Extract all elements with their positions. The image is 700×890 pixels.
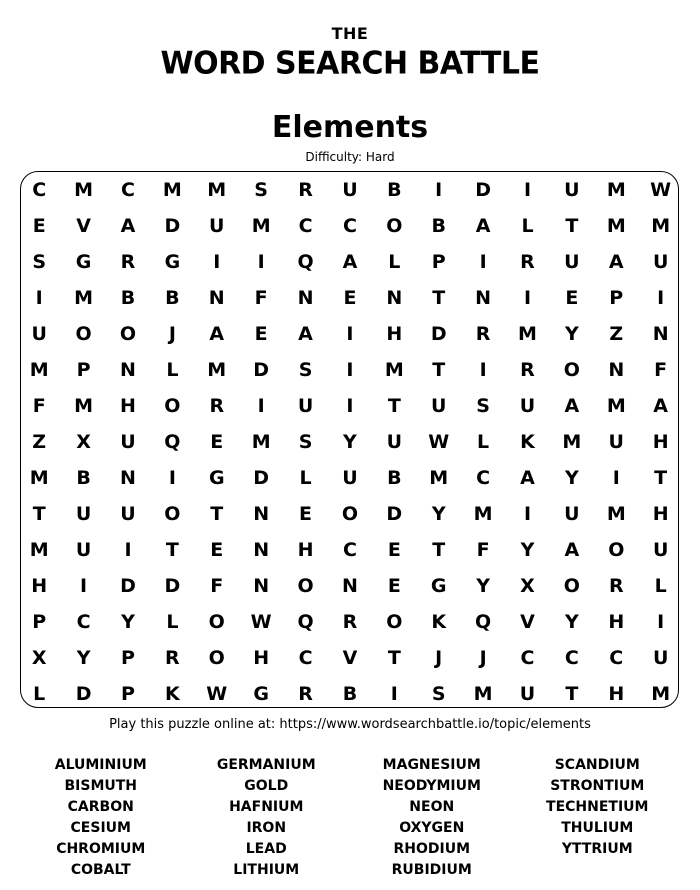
word-item: GERMANIUM [216,757,316,773]
grid-cell[interactable]: Z [609,323,624,345]
grid-cell[interactable]: Y [76,647,91,669]
grid-cell[interactable]: N [208,287,225,309]
grid-cell[interactable]: B [431,215,446,237]
word-item: LITHIUM [233,862,300,878]
difficulty-label: Difficulty: Hard [305,150,395,164]
grid-cell[interactable]: R [165,647,180,669]
grid-cell[interactable]: I [168,467,176,489]
grid-cell[interactable]: O [563,359,580,381]
grid-cell[interactable]: Z [32,431,47,453]
grid-cell[interactable]: A [120,215,136,237]
grid-cell[interactable]: E [343,287,357,309]
grid-cell[interactable]: L [166,359,179,381]
grid-cell[interactable]: Y [565,467,579,489]
grid-cell[interactable]: U [342,467,358,489]
grid-cell[interactable]: B [76,467,91,489]
word-item: STRONTIUM [550,778,645,794]
grid-cell[interactable]: Y [431,503,446,525]
grid-cell[interactable]: H [386,323,403,345]
grid-cell[interactable]: A [342,251,358,273]
grid-cell[interactable]: L [477,431,490,453]
grid-cell[interactable]: T [565,215,579,237]
grid-cell[interactable]: W [650,179,672,201]
grid-cell[interactable]: M [606,215,626,237]
grid-cell[interactable]: F [210,575,224,597]
grid-cell[interactable]: D [430,323,447,345]
grid-cell[interactable]: R [520,359,535,381]
grid-cell[interactable]: P [609,287,624,309]
grid-cell[interactable]: I [213,251,221,273]
grid-cell[interactable]: C [121,179,135,201]
grid-cell[interactable]: H [608,611,625,633]
grid-cell[interactable]: G [208,467,225,489]
grid-cell[interactable]: I [523,287,532,309]
grid-cell[interactable]: X [31,647,47,669]
grid-cell[interactable]: M [606,179,626,201]
grid-cell[interactable]: Y [121,611,135,633]
grid-cell[interactable]: T [432,359,446,381]
grid-cell[interactable]: T [210,503,224,525]
grid-cell[interactable]: U [652,539,669,561]
grid-cell[interactable]: Y [565,323,579,345]
grid-cell[interactable]: P [76,359,91,381]
grid-cell[interactable]: V [520,611,535,633]
grid-cell[interactable]: L [166,611,179,633]
grid-cell[interactable]: H [297,539,314,561]
grid-cell[interactable]: R [608,575,624,597]
play-online-text: Play this puzzle online at: https://www.wordsearchbattle.io/topic/elements [109,717,591,732]
grid-cell[interactable]: J [479,647,487,669]
grid-cell[interactable]: J [168,323,176,345]
grid-cell[interactable]: U [564,251,580,273]
grid-cell[interactable]: R [298,179,313,201]
grid-cell[interactable]: M [162,179,182,201]
grid-cell[interactable]: O [386,611,403,633]
grid-cell[interactable]: C [32,179,47,201]
grid-cell[interactable]: U [652,647,669,669]
grid-cell[interactable]: M [29,467,49,489]
grid-cell[interactable]: D [253,467,270,489]
word-item: ALUMINIUM [54,757,147,773]
grid-cell[interactable]: E [254,323,268,345]
grid-cell[interactable]: T [387,647,401,669]
grid-cell[interactable]: Y [476,575,490,597]
word-item: TECHNETIUM [546,799,649,815]
grid-cell[interactable]: R [342,611,358,633]
grid-cell[interactable]: M [518,323,537,345]
grid-cell[interactable]: O [608,539,625,561]
grid-cell[interactable]: H [608,683,625,705]
grid-cell[interactable]: M [429,467,449,489]
grid-cell[interactable]: O [208,611,225,633]
grid-cell[interactable]: O [119,323,137,345]
grid-cell[interactable]: M [562,431,582,453]
word-item: NEON [409,799,455,815]
grid-cell[interactable]: H [120,395,136,417]
grid-cell[interactable]: E [32,215,46,237]
grid-cell[interactable]: A [564,395,580,417]
puzzle-title: Elements [271,110,429,145]
grid-cell[interactable]: V [342,647,358,669]
word-item: RHODIUM [393,841,471,857]
grid-cell[interactable]: O [75,323,92,345]
grid-cell[interactable]: N [120,467,136,489]
grid-cell[interactable]: M [473,503,493,525]
grid-cell[interactable]: I [257,395,265,417]
grid-cell[interactable]: M [29,359,49,381]
grid-cell[interactable]: I [124,539,132,561]
grid-cell[interactable]: N [297,287,314,309]
grid-cell[interactable]: F [654,359,668,381]
grid-cell[interactable]: P [431,251,446,273]
word-item: LEAD [245,841,287,857]
grid-cell[interactable]: A [209,323,225,345]
grid-cell[interactable]: O [208,647,225,669]
grid-cell[interactable]: N [475,287,492,309]
grid-cell[interactable]: E [387,539,401,561]
grid-cell[interactable]: N [652,323,669,345]
grid-cell[interactable]: Y [343,431,357,453]
grid-cell[interactable]: O [563,575,580,597]
grid-cell[interactable]: I [657,611,665,633]
grid-cell[interactable]: A [298,323,313,345]
grid-cell[interactable]: T [432,539,446,561]
grid-cell[interactable]: N [253,503,270,525]
grid-cell[interactable]: J [435,647,443,669]
grid-cell[interactable]: R [209,395,225,417]
word-column [349,755,515,881]
grid-cell[interactable]: U [31,323,47,345]
grid-cell[interactable]: M [74,179,94,201]
grid-cell[interactable]: U [386,431,403,453]
grid-cell[interactable]: M [207,179,227,201]
grid-cell[interactable]: U [297,395,314,417]
grid-cell[interactable]: I [390,683,398,705]
grid-cell[interactable]: O [164,395,181,417]
word-item: CHROMIUM [56,841,146,857]
grid-cell[interactable]: I [612,467,620,489]
grid-cell[interactable]: U [75,503,92,525]
grid-cell[interactable]: H [652,431,669,453]
grid-cell[interactable]: T [565,683,579,705]
grid-cell[interactable]: F [254,287,268,309]
grid-cell[interactable]: A [564,539,580,561]
grid-cell[interactable]: M [384,359,404,381]
grid-cell[interactable]: W [428,431,450,453]
grid-cell[interactable]: O [164,503,181,525]
word-item: THULIUM [561,820,634,836]
grid-cell[interactable]: H [652,503,669,525]
grid-cell[interactable]: M [74,395,94,417]
grid-cell[interactable]: Y [520,539,535,561]
grid-cell[interactable]: D [75,683,92,705]
grid-cell[interactable]: C [476,467,491,489]
grid-cell[interactable]: U [564,503,580,525]
grid-cell[interactable]: O [386,215,403,237]
grid-cell[interactable]: I [523,179,532,201]
grid-cell[interactable]: D [386,503,403,525]
word-item: NEODYMIUM [382,778,481,794]
grid-cell[interactable]: C [520,647,535,669]
grid-cell[interactable]: C [342,215,357,237]
grid-cell[interactable]: M [473,683,493,705]
word-item: CARBON [67,799,134,815]
grid-cell[interactable]: T [32,503,46,525]
grid-cell[interactable]: H [31,575,48,597]
grid-cell[interactable]: A [608,251,624,273]
grid-cell[interactable]: D [164,575,181,597]
grid-cell[interactable]: N [341,575,358,597]
grid-cell[interactable]: U [75,539,92,561]
grid-cell[interactable]: D [120,575,136,597]
grid-cell[interactable]: M [74,287,94,309]
grid-cell[interactable]: E [299,503,313,525]
word-item: MAGNESIUM [382,757,481,773]
grid-cell[interactable]: L [33,683,46,705]
word-item: IRON [246,820,287,836]
grid-cell[interactable]: M [251,431,271,453]
grid-cell[interactable]: C [76,611,91,633]
grid-cell[interactable]: W [206,683,228,705]
grid-cell[interactable]: G [253,683,269,705]
grid-cell[interactable]: H [253,647,270,669]
grid-cell[interactable]: R [520,251,535,273]
grid-cell[interactable]: D [164,215,181,237]
grid-cell[interactable]: U [564,179,580,201]
word-column [184,755,350,881]
grid-cell[interactable]: X [76,431,91,453]
grid-cell[interactable]: M [606,503,626,525]
grid-cell[interactable]: S [298,359,313,381]
grid-cell[interactable]: N [253,539,270,561]
grid-cell[interactable]: E [565,287,579,309]
grid-cell[interactable]: T [654,467,668,489]
grid-cell[interactable]: K [431,611,447,633]
grid-cell[interactable]: I [346,323,354,345]
grid-cell[interactable]: S [298,431,313,453]
grid-cell[interactable]: N [608,359,625,381]
grid-cell[interactable]: C [609,647,624,669]
grid-cell[interactable]: S [431,683,446,705]
word-item: YTTRIUM [561,841,633,857]
grid-cell[interactable]: M [606,395,626,417]
grid-cell[interactable]: U [519,683,536,705]
grid-cell[interactable]: F [32,395,46,417]
grid-cell[interactable]: I [257,251,265,273]
word-item: CESIUM [70,820,131,836]
grid-cell[interactable]: L [521,215,534,237]
grid-cell[interactable]: I [346,359,354,381]
grid-cell[interactable]: I [80,575,88,597]
grid-cell[interactable]: I [479,251,487,273]
word-item: OXYGEN [399,820,465,836]
grid-cell[interactable]: M [207,359,227,381]
grid-cell[interactable]: Q [297,251,314,273]
word-item: BISMUTH [64,778,138,794]
brand-logo: WORD SEARCH BATTLE [160,45,540,82]
brand-pretitle: THE [331,24,369,43]
grid-cell[interactable]: K [165,683,180,705]
grid-cell[interactable]: I [479,359,487,381]
grid-cell[interactable]: M [29,539,49,561]
grid-cell[interactable]: I [657,287,665,309]
grid-cell[interactable]: U [608,431,624,453]
grid-cell[interactable]: R [298,683,313,705]
grid-cell[interactable]: N [253,575,270,597]
grid-cell[interactable]: P [121,683,135,705]
grid-cell[interactable]: X [520,575,535,597]
grid-cell[interactable]: O [297,575,314,597]
grid-cell[interactable]: F [476,539,490,561]
grid-cell[interactable]: A [653,395,669,417]
word-item: RUBIDIUM [391,862,472,878]
grid-cell[interactable]: E [210,539,224,561]
grid-cell[interactable]: N [386,287,403,309]
grid-cell[interactable]: B [387,179,402,201]
grid-cell[interactable]: M [651,683,671,705]
grid-cell[interactable]: B [342,683,358,705]
grid-cell[interactable]: S [254,179,268,201]
grid-cell[interactable]: R [475,323,491,345]
grid-cell[interactable]: Y [565,611,579,633]
grid-cell[interactable]: G [164,251,181,273]
grid-cell[interactable]: T [432,287,446,309]
grid-cell[interactable]: D [475,179,491,201]
grid-cell[interactable]: K [520,431,535,453]
word-column [515,755,681,881]
grid-cell[interactable]: O [341,503,358,525]
grid-cell[interactable]: V [76,215,91,237]
grid-cell[interactable]: L [299,467,312,489]
grid-cell[interactable]: B [165,287,180,309]
grid-cell[interactable]: U [342,179,358,201]
grid-cell[interactable]: C [564,647,579,669]
grid-cell[interactable]: A [475,215,491,237]
grid-cell[interactable]: S [32,251,47,273]
word-list [18,755,680,881]
word-item: GOLD [244,778,289,794]
grid-cell[interactable]: D [253,359,270,381]
grid-cell[interactable]: I [346,395,354,417]
grid-cell[interactable]: E [210,431,224,453]
grid-cell[interactable]: Q [475,611,492,633]
grid-cell[interactable]: G [430,575,447,597]
grid-cell[interactable]: M [651,215,671,237]
word-column [18,755,184,881]
grid-cell[interactable]: L [388,251,401,273]
grid-cell[interactable]: U [652,251,669,273]
grid-cell[interactable]: T [387,395,401,417]
grid-cell[interactable]: E [387,575,401,597]
grid-cell[interactable]: P [121,647,135,669]
grid-cell[interactable]: C [298,647,313,669]
grid-cell[interactable]: B [387,467,402,489]
grid-cell[interactable]: S [476,395,490,417]
grid-cell[interactable]: R [120,251,136,273]
word-item: COBALT [70,862,131,878]
grid-cell[interactable]: C [298,215,313,237]
grid-cell[interactable]: T [165,539,179,561]
grid-cell[interactable]: W [250,611,272,633]
grid-cell[interactable]: Q [297,611,314,633]
grid-cell[interactable]: I [523,503,532,525]
grid-cell[interactable]: Q [164,431,181,453]
grid-cell[interactable]: C [342,539,357,561]
grid-cell[interactable]: A [520,467,535,489]
letter-grid [17,172,683,712]
grid-cell[interactable]: L [654,575,667,597]
grid-cell[interactable]: I [435,179,443,201]
word-item: HAFNIUM [229,799,304,815]
grid-cell[interactable]: N [120,359,136,381]
grid-cell[interactable]: M [251,215,271,237]
grid-cell[interactable]: B [120,287,136,309]
grid-cell[interactable]: U [209,215,225,237]
grid-cell[interactable]: U [120,503,136,525]
grid-cell[interactable]: I [35,287,43,309]
grid-cell[interactable]: P [32,611,47,633]
grid-cell[interactable]: U [430,395,447,417]
grid-cell[interactable]: U [519,395,536,417]
word-item: SCANDIUM [554,757,640,773]
grid-cell[interactable]: U [120,431,136,453]
grid-cell[interactable]: G [75,251,92,273]
